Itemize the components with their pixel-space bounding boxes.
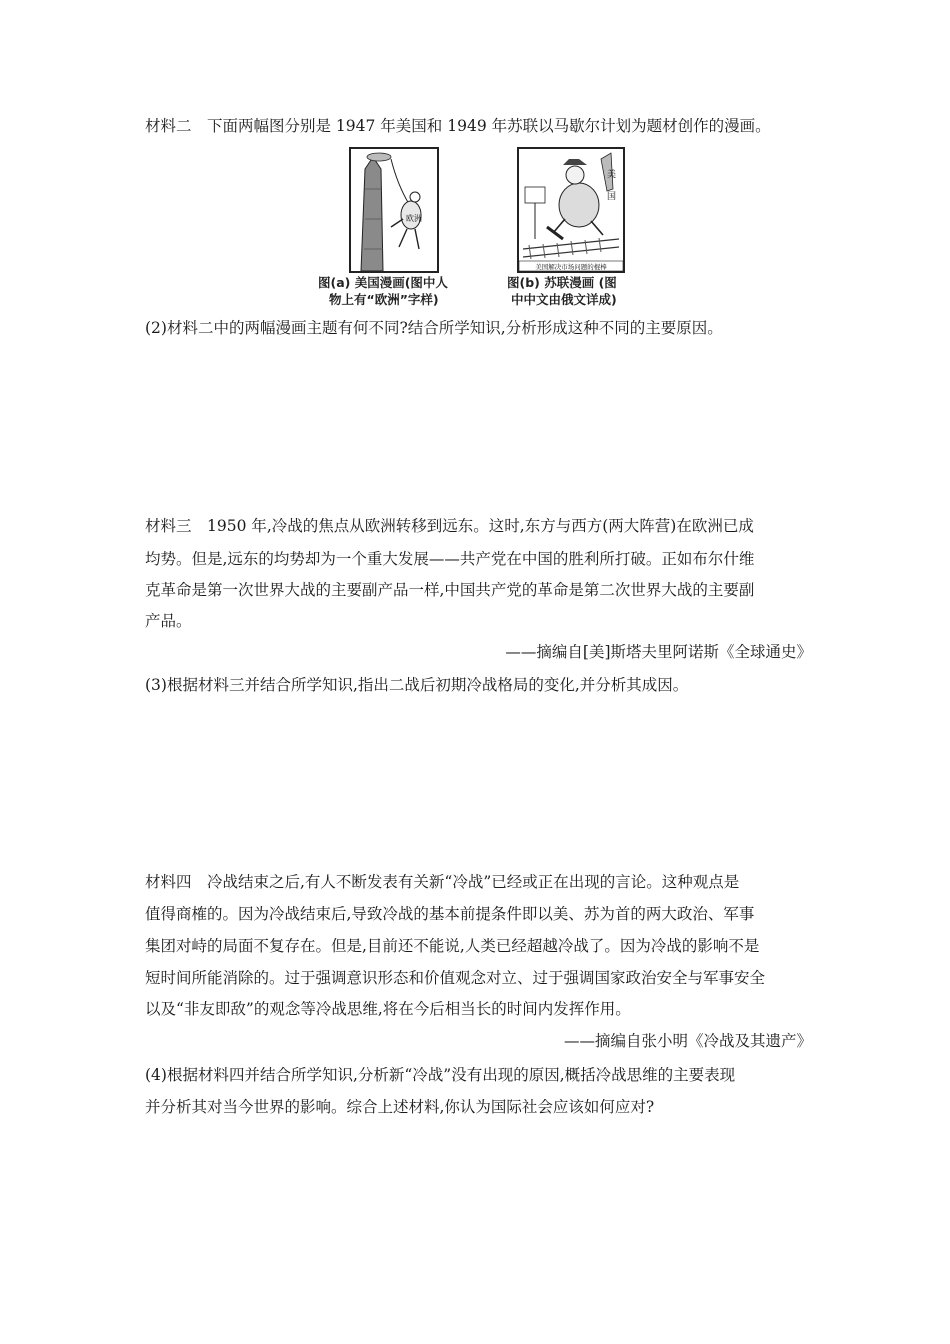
material4-line-4: 短时间所能消除的。过于强调意识形态和价值观念对立、过于强调国家政治安全与军事安全 [145, 969, 766, 987]
material4-line-1: 材料四 冷战结束之后,有人不断发表有关新“冷战”已经或正在出现的言论。这种观点是 [145, 873, 740, 891]
material3-line-2: 均势。但是,远东的均势却为一个重大发展——共产党在中国的胜利所打破。正如布尔什维 [145, 550, 755, 568]
material3-line-1: 材料三 1950 年,冷战的焦点从欧洲转移到远东。这时,东方与西方(两大阵营)在欧洲已成 [145, 517, 754, 535]
figure-b-label-1: 美 [607, 170, 617, 180]
material3-line-3: 克革命是第一次世界大战的主要副产品一样,中国共产党的革命是第二次世界大战的主要副 [145, 581, 755, 599]
figure-a-illustration [351, 149, 437, 271]
figure-b-caption-line2: 中中文由俄文详成) [511, 292, 617, 307]
figure-a-caption-line1: 图(a) 美国漫画(图中人 [318, 275, 448, 290]
material2-intro: 材料二 下面两幅图分别是 1947 年美国和 1949 年苏联以马歇尔计划为题材创作的漫画。 [145, 117, 771, 135]
material3-source: ——摘编自[美]斯塔夫里阿诺斯《全球通史》 [505, 643, 812, 661]
question-2: (2)材料二中的两幅漫画主题有何不同?结合所学知识,分析形成这种不同的主要原因。 [145, 319, 723, 337]
question-4-line-1: (4)根据材料四并结合所学知识,分析新“冷战”没有出现的原因,概括冷战思维的主要表现 [145, 1066, 736, 1084]
figure-b-cartoon [517, 147, 625, 273]
material4-line-5: 以及“非友即敌”的观念等冷战思维,将在今后相当长的时间内发挥作用。 [145, 1000, 631, 1018]
figure-b-label-2: 国 [607, 192, 617, 202]
figure-a-cartoon [349, 147, 439, 273]
material4-line-3: 集团对峙的局面不复存在。但是,目前还不能说,人类已经超越冷战了。因为冷战的影响不是 [145, 937, 760, 955]
material4-line-2: 值得商榷的。因为冷战结束后,导致冷战的基本前提条件即以美、苏为首的两大政治、军事 [145, 905, 755, 923]
figure-a-label: 欧洲 [406, 214, 422, 223]
figure-b-bottom-band: 美国解决市场问题的棍棒 [535, 263, 607, 271]
figure-b-illustration [519, 149, 623, 271]
material4-source: ——摘编自张小明《冷战及其遗产》 [563, 1032, 812, 1050]
question-3: (3)根据材料三并结合所学知识,指出二战后初期冷战格局的变化,并分析其成因。 [145, 676, 689, 694]
figure-a-caption-line2: 物上有“欧洲”字样) [329, 292, 439, 307]
question-4-line-2: 并分析其对当今世界的影响。综合上述材料,你认为国际社会应该如何应对? [145, 1098, 655, 1116]
figure-b-caption-line1: 图(b) 苏联漫画 (图 [507, 275, 617, 290]
material3-line-4: 产品。 [145, 612, 192, 630]
